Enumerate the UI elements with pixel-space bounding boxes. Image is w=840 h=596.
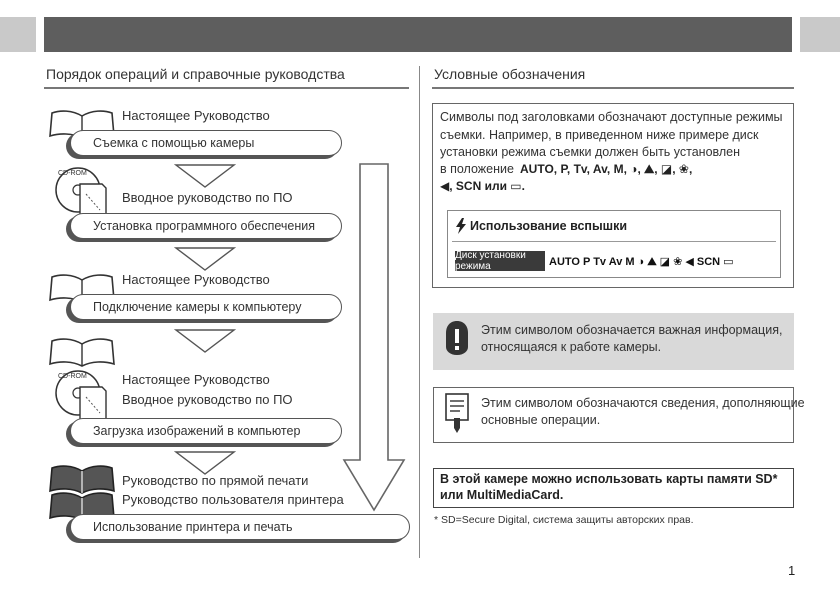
mode-dial-label: Диск установки режима <box>455 251 545 271</box>
step3-action: Подключение камеры к компьютеру <box>70 294 342 320</box>
step1-action: Съемка с помощью камеры <box>70 130 342 156</box>
warning-icon <box>443 320 471 356</box>
example-rule <box>452 241 776 242</box>
right-section-title: Условные обозначения <box>434 66 586 82</box>
important-line-2: относящаяся к работе камеры. <box>481 340 662 354</box>
symbols-line-1: Символы под заголовками обозначают доступные режимы <box>440 110 783 124</box>
down-triangle-icon <box>174 328 236 354</box>
flash-icon <box>456 218 466 234</box>
symbols-line-4: в положение <box>440 162 514 176</box>
symbols-line-3: установки режима съемки должен быть установлен <box>440 145 741 159</box>
step4-action: Загрузка изображений в компьютер <box>70 418 342 444</box>
left-section-rule <box>44 87 409 89</box>
mode-dial-strip: AUTO P Tv Av M ◑ ⛰ ◪ ❀ ◀ SCN ▭ <box>549 256 734 268</box>
modes-list: AUTO, P, Tv, Av, M, ◑, ⛰, ◪, ❀, <box>520 162 693 176</box>
right-section-rule <box>432 87 794 89</box>
step5-source2: Руководство пользователя принтера <box>122 492 344 507</box>
step3-source: Настоящее Руководство <box>122 272 270 287</box>
step4-source: Настоящее Руководство <box>122 372 270 387</box>
footnote: * SD=Secure Digital, система защиты авторских прав. <box>434 514 694 526</box>
example-title: Использование вспышки <box>470 219 628 233</box>
sd-card-line-2: или MultiMediaCard. <box>440 488 564 502</box>
supplementary-line-1: Этим символом обозначаются сведения, дополняющие <box>481 396 805 410</box>
page-number: 1 <box>788 563 796 578</box>
left-section-title: Порядок операций и справочные руководства <box>46 66 345 82</box>
step5-source: Руководство по прямой печати <box>122 473 309 488</box>
manual-book-icon <box>48 336 116 368</box>
step2-source: Вводное руководство по ПО <box>122 190 293 205</box>
note-pencil-icon <box>444 392 470 434</box>
modes-list-2: ◀, SCN или ▭. <box>440 179 525 193</box>
sd-card-line-1: В этой камере можно использовать карты памяти SD* <box>440 472 778 486</box>
step5-action: Использование принтера и печать <box>70 514 410 540</box>
cd-rom-label: CD-ROM <box>58 373 87 380</box>
cd-rom-label: CD-ROM <box>58 170 87 177</box>
important-line-1: Этим символом обозначается важная информация, <box>481 323 783 337</box>
supplementary-line-2: основные операции. <box>481 413 601 427</box>
down-triangle-icon <box>174 246 236 272</box>
down-triangle-icon <box>174 163 236 189</box>
flow-arrow-icon <box>340 162 408 514</box>
step4-source2: Вводное руководство по ПО <box>122 392 293 407</box>
symbols-line-2: съемки. Например, в приведенном ниже примере диск <box>440 128 759 142</box>
step2-action: Установка программного обеспечения <box>70 213 342 239</box>
header-tab-right <box>800 17 840 52</box>
column-divider <box>419 66 420 558</box>
header-bar <box>44 17 792 52</box>
header-tab-left <box>0 17 36 52</box>
step1-source: Настоящее Руководство <box>122 108 270 123</box>
